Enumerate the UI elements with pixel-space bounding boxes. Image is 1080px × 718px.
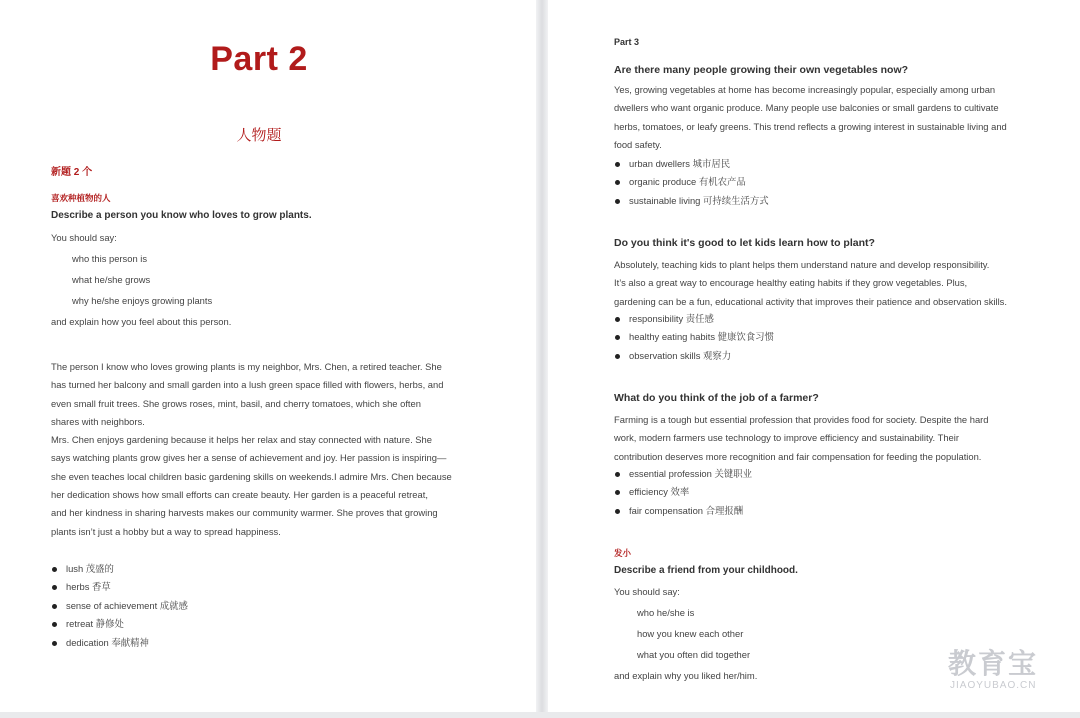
answer-paragraph	[614, 256, 1054, 311]
prompt-line: what you often did together	[637, 649, 751, 660]
vocab-item: lush 茂盛的	[51, 560, 188, 578]
vocab-item: responsibility 责任感	[614, 310, 774, 328]
prompt-line: who he/she is	[637, 607, 695, 618]
vocab-item: urban dwellers 城市居民	[614, 155, 769, 173]
watermark-logo: 教育宝	[948, 648, 1039, 679]
question-heading: What do you think of the job of a farmer?	[614, 392, 819, 404]
vocab-item: organic produce 有机农产品	[614, 173, 769, 191]
vocab-item: efficiency 效率	[614, 483, 752, 501]
topic-label: 发小	[614, 548, 632, 558]
prompt-line: why he/she enjoys growing plants	[72, 295, 213, 306]
vocab-item: fair compensation 合理报酬	[614, 502, 752, 520]
answer-line: It’s also a great way to encourage healthy eating habits if they grow vegetables. Plus,	[614, 277, 968, 289]
vocab-item: sense of achievement 成就感	[51, 597, 188, 615]
new-topics-label: 新题 2 个	[51, 167, 93, 178]
answer-line: and her kindness in sharing harvests makes our community warmer. She proves that growing	[51, 507, 438, 519]
part3-label: Part 3	[614, 37, 640, 47]
topic-question: Describe a person you know who loves to grow plants.	[51, 210, 312, 221]
explain-line: and explain why you liked her/him.	[614, 670, 758, 681]
answer-line: Yes, growing vegetables at home has become increasingly popular, especially among urban	[614, 84, 996, 95]
answer-paragraph	[614, 411, 1054, 466]
answer-line: gardening can be a fun, educational activity that improves their patience and observation skills.	[614, 295, 1007, 307]
part-title: Part 2	[210, 40, 308, 78]
topic-label: 喜欢种植物的人	[51, 193, 111, 203]
answer-line: has turned her balcony and small garden into a lush green space filled with flowers, herbs, and	[51, 379, 444, 391]
answer-line: herbs, tomatoes, or leafy greens. This trend reflects a growing interest in sustainable living and	[614, 120, 1007, 132]
answer-line: The person I know who loves growing plants is my neighbor, Mrs. Chen, a retired teacher. She	[51, 361, 442, 372]
vocab-list	[614, 155, 769, 210]
prompt-line: what he/she grows	[72, 274, 151, 285]
question-heading: Do you think it's good to let kids learn how to plant?	[614, 237, 875, 249]
answer-line: work, modern farmers use technology to improve efficiency and sustainability. Their	[614, 432, 959, 444]
vocab-list	[614, 310, 774, 365]
vocab-item: dedication 奉献精神	[51, 634, 188, 652]
should-say: You should say:	[51, 232, 117, 243]
prompt-line: how you knew each other	[637, 628, 744, 639]
answer-line: she even teaches local children basic gardening skills on weekends.I admire Mrs. Chen because	[51, 470, 452, 482]
answer-paragraph	[614, 81, 1054, 154]
answer-line: Farming is a tough but essential profession that provides food for society. Despite the hard	[614, 414, 989, 425]
vocab-list	[51, 560, 188, 652]
prompt-line: who this person is	[72, 253, 148, 264]
watermark-url: JIAOYUBAO.CN	[950, 680, 1037, 691]
vocab-item: retreat 静修处	[51, 615, 188, 633]
answer-line: Absolutely, teaching kids to plant helps them understand nature and develop responsibility.	[614, 259, 990, 270]
answer-line: plants isn’t just a hobby but a way to spread happiness.	[51, 525, 281, 537]
vocab-list	[614, 465, 752, 520]
sample-answer	[51, 358, 521, 541]
answer-line: Mrs. Chen enjoys gardening because it helps her relax and stay connected with nature. She	[51, 434, 432, 446]
explain-line: and explain how you feel about this person.	[51, 316, 232, 327]
answer-line: contribution deserves more recognition and fair compensation for feeding the population.	[614, 450, 982, 462]
topic-question: Describe a friend from your childhood.	[614, 565, 798, 576]
answer-line: her dedication shows how small efforts can create beauty. Her garden is a peaceful retreat,	[51, 489, 428, 501]
left-page	[0, 0, 536, 712]
answer-line: dwellers who want organic produce. Many people use balconies or small gardens to cultivate	[614, 102, 999, 114]
vocab-item: herbs 香草	[51, 578, 188, 596]
vocab-item: sustainable living 可持续生活方式	[614, 192, 769, 210]
answer-line: shares with neighbors.	[51, 415, 145, 427]
question-heading: Are there many people growing their own vegetables now?	[614, 64, 909, 76]
vocab-item: healthy eating habits 健康饮食习惯	[614, 328, 774, 346]
should-say: You should say:	[614, 586, 680, 597]
vocab-item: essential profession 关键职业	[614, 465, 752, 483]
answer-line: food safety.	[614, 138, 662, 150]
section-title: 人物题	[236, 127, 282, 144]
vocab-item: observation skills 观察力	[614, 347, 774, 365]
page-gutter	[536, 0, 548, 712]
answer-line: says watching plants grow gives her a sense of achievement and joy. Her passion is inspiring—	[51, 452, 447, 464]
answer-line: even small fruit trees. She grows roses, mint, basil, and cherry tomatoes, which she often	[51, 397, 421, 409]
